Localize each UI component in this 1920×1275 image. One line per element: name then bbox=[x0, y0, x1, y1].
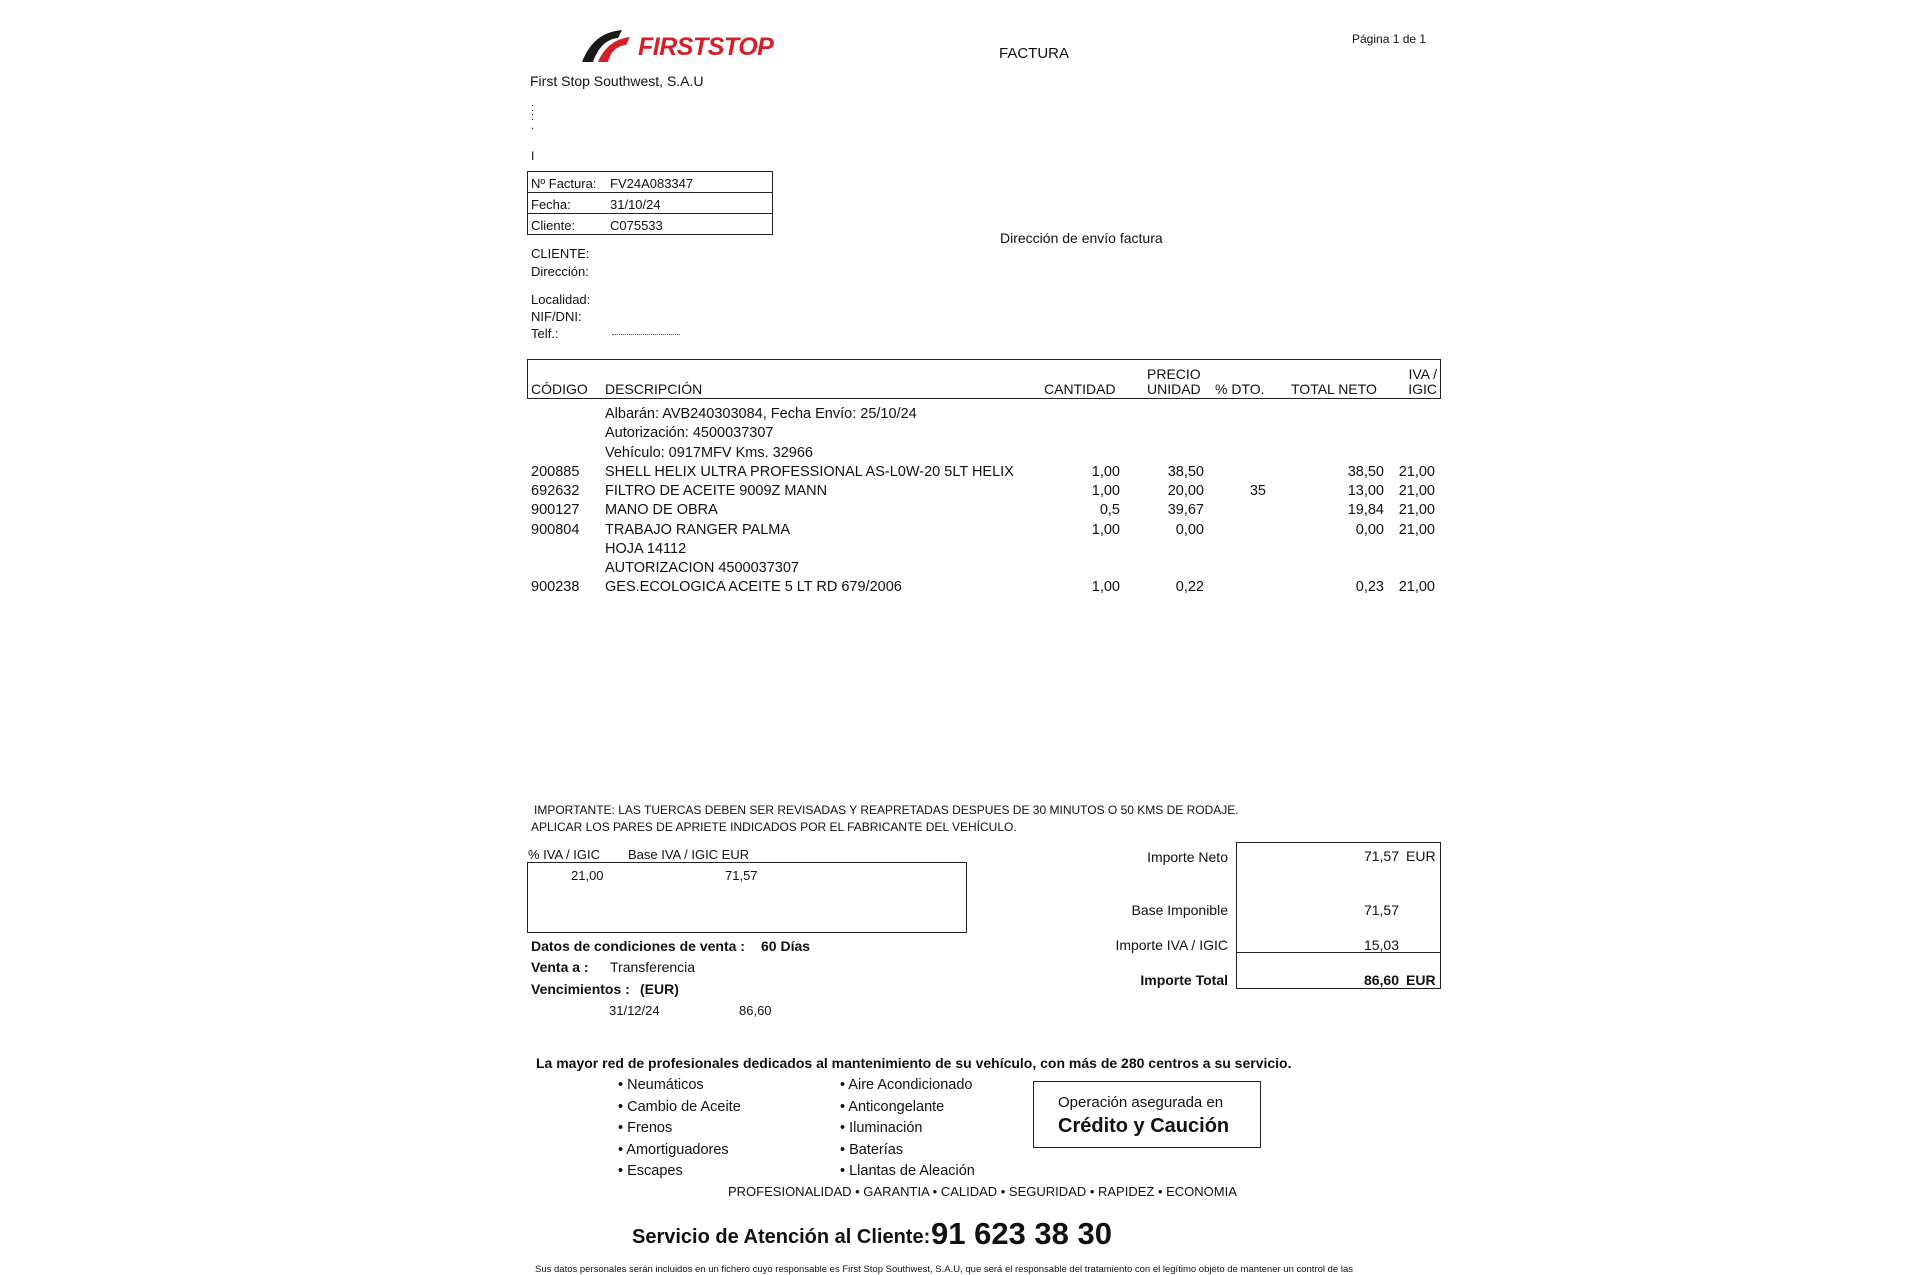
cell-code: 692632 bbox=[531, 483, 580, 499]
col-header-net-total: TOTAL NETO bbox=[1291, 381, 1377, 397]
cell-vat: 21,00 bbox=[1398, 579, 1435, 596]
table-row bbox=[0, 541, 1920, 560]
cell-unit-price: 39,67 bbox=[1167, 502, 1204, 519]
tax-pct-value: 21,00 bbox=[571, 868, 604, 883]
address-label: Dirección: bbox=[531, 264, 589, 279]
redacted-phone bbox=[612, 334, 680, 335]
cell-quantity: 1,00 bbox=[1091, 521, 1120, 538]
tax-id-label: NIF/DNI: bbox=[531, 309, 582, 324]
table-row bbox=[0, 560, 1920, 579]
cell-quantity: 0,5 bbox=[1099, 502, 1120, 519]
vat-amount-value: 15,03 bbox=[1363, 937, 1399, 953]
cell-net-total: 13,00 bbox=[1347, 483, 1384, 499]
cell-vat: 21,00 bbox=[1398, 483, 1435, 499]
divider bbox=[527, 192, 773, 193]
cell-description: MANO DE OBRA bbox=[605, 502, 718, 519]
cell-vat: 21,00 bbox=[1398, 463, 1435, 480]
invoice-client-value: C075533 bbox=[610, 218, 663, 233]
redacted-address-mark: I bbox=[531, 149, 535, 163]
cell-discount: 35 bbox=[1249, 483, 1266, 499]
payment-method-value: Transferencia bbox=[610, 959, 696, 975]
due-dates-label: Vencimientos : bbox=[531, 981, 630, 997]
privacy-notice: Sus datos personales serán incluidos en un fichero cuyo responsable es First Stop Southwest, S.A.U, que será el responsable del tratamiento con el legítimo objeto de mantener un control de las bbox=[535, 1264, 1353, 1275]
page-number: Página 1 de 1 bbox=[1352, 32, 1427, 46]
cell-code: 900127 bbox=[531, 502, 580, 519]
table-row bbox=[0, 579, 1920, 598]
net-amount-label: Importe Neto bbox=[1147, 849, 1228, 865]
customer-service-phone: 91 623 38 30 bbox=[931, 1216, 1113, 1251]
cell-unit-price: 0,22 bbox=[1175, 579, 1204, 596]
promo-headline: La mayor red de profesionales dedicados al mantenimiento de su vehículo, con más de 280 centros a su servicio. bbox=[536, 1055, 1292, 1071]
cell-description: Vehículo: 0917MFV Kms. 32966 bbox=[605, 444, 813, 461]
cell-vat: 21,00 bbox=[1398, 521, 1435, 538]
invoice-client-label: Cliente: bbox=[531, 218, 576, 233]
cell-description: AUTORIZACION 4500037307 bbox=[605, 560, 799, 576]
table-row bbox=[0, 425, 1920, 444]
service-item: • Cambio de Aceite bbox=[618, 1098, 741, 1115]
service-item: • Anticongelante bbox=[840, 1098, 945, 1115]
phone-label: Telf.: bbox=[531, 326, 559, 341]
table-row bbox=[0, 502, 1920, 521]
services-list-2 bbox=[840, 1075, 975, 1183]
net-amount-value: 71,57 bbox=[1363, 848, 1399, 864]
shipping-address-label: Dirección de envío factura bbox=[1000, 230, 1163, 246]
taxable-base-label: Base Imponible bbox=[1131, 902, 1228, 918]
cell-description: FILTRO DE ACEITE 9009Z MANN bbox=[605, 483, 828, 499]
sale-conditions-label: Datos de condiciones de venta : bbox=[531, 938, 745, 954]
service-item: • Escapes bbox=[618, 1163, 683, 1180]
service-item: • Baterías bbox=[840, 1141, 904, 1158]
cell-code: 900238 bbox=[531, 579, 580, 596]
due-date: 31/12/24 bbox=[609, 1003, 660, 1018]
cell-vat: 21,00 bbox=[1398, 502, 1435, 519]
table-row bbox=[0, 445, 1920, 464]
cell-description: Autorización: 4500037307 bbox=[605, 425, 774, 442]
col-header-discount: % DTO. bbox=[1215, 381, 1265, 397]
table-row bbox=[0, 483, 1920, 502]
taxable-base-value: 71,57 bbox=[1363, 902, 1399, 918]
cell-net-total: 0,00 bbox=[1355, 521, 1384, 538]
values-tagline: PROFESIONALIDAD • GARANTIA • CALIDAD • SEGURIDAD • RAPIDEZ • ECONOMIA bbox=[728, 1184, 1237, 1199]
total-amount-value: 86,60 bbox=[1363, 972, 1399, 988]
cell-net-total: 38,50 bbox=[1347, 463, 1384, 480]
col-header-quantity: CANTIDAD bbox=[1044, 381, 1116, 397]
service-item: • Llantas de Aleación bbox=[840, 1163, 975, 1180]
client-label: CLIENTE: bbox=[531, 246, 590, 261]
col-header-vat-2: IGIC bbox=[1408, 381, 1437, 397]
cell-description: TRABAJO RANGER PALMA bbox=[605, 521, 791, 538]
service-item: • Frenos bbox=[618, 1120, 673, 1137]
firststop-logo bbox=[580, 24, 780, 64]
table-row bbox=[0, 406, 1920, 425]
cell-unit-price: 0,00 bbox=[1175, 521, 1204, 538]
total-amount-label: Importe Total bbox=[1140, 972, 1228, 988]
tax-base-value: 71,57 bbox=[725, 868, 758, 883]
company-name: First Stop Southwest, S.A.U bbox=[530, 73, 704, 89]
payment-method-label: Venta a : bbox=[531, 959, 589, 975]
credit-insurance-line-1: Operación asegurada en bbox=[1058, 1094, 1224, 1111]
logo-swoosh-icon bbox=[580, 26, 640, 66]
cell-unit-price: 38,50 bbox=[1167, 463, 1204, 480]
invoice-date-value: 31/10/24 bbox=[610, 197, 661, 212]
cell-net-total: 19,84 bbox=[1347, 502, 1384, 519]
cell-quantity: 1,00 bbox=[1091, 483, 1120, 499]
customer-service-label: Servicio de Atención al Cliente: bbox=[632, 1226, 931, 1248]
city-label: Localidad: bbox=[531, 292, 591, 307]
services-list-1 bbox=[618, 1075, 741, 1183]
table-row bbox=[0, 464, 1920, 483]
col-header-price-2: UNIDAD bbox=[1147, 381, 1201, 397]
notice-line-1: IMPORTANTE: LAS TUERCAS DEBEN SER REVISADAS Y REAPRETADAS DESPUES DE 30 MINUTOS O 50 KMS DE RODAJE. bbox=[534, 803, 1239, 817]
tax-pct-header: % IVA / IGIC bbox=[528, 847, 601, 862]
net-amount-currency: EUR bbox=[1406, 848, 1436, 864]
table-row bbox=[0, 522, 1920, 541]
logo-wordmark: FIRSTSTOP bbox=[638, 33, 774, 61]
cell-code: 900804 bbox=[531, 521, 580, 538]
col-header-description: DESCRIPCIÓN bbox=[605, 381, 703, 397]
invoice-date-label: Fecha: bbox=[531, 197, 571, 212]
document-title: FACTURA bbox=[999, 45, 1070, 62]
vat-amount-label: Importe IVA / IGIC bbox=[1115, 937, 1228, 953]
invoice-number-label: Nº Factura: bbox=[531, 176, 597, 191]
credit-insurance-line-2: Crédito y Caución bbox=[1058, 1115, 1230, 1137]
service-item: • Neumáticos bbox=[618, 1077, 704, 1093]
cell-unit-price: 20,00 bbox=[1167, 483, 1204, 499]
invoice-number-value: FV24A083347 bbox=[610, 176, 694, 191]
cell-description: HOJA 14112 bbox=[605, 540, 687, 557]
cell-description: GES.ECOLOGICA ACEITE 5 LT RD 679/2006 bbox=[605, 579, 902, 596]
cell-description: SHELL HELIX ULTRA PROFESSIONAL AS-L0W-20 5LT HELIX bbox=[605, 463, 1014, 480]
service-item: • Aire Acondicionado bbox=[840, 1077, 973, 1093]
due-amount: 86,60 bbox=[739, 1003, 772, 1018]
cell-quantity: 1,00 bbox=[1091, 463, 1120, 480]
col-header-vat-1: IVA / bbox=[1408, 366, 1437, 382]
tax-base-header: Base IVA / IGIC EUR bbox=[628, 847, 750, 862]
cell-quantity: 1,00 bbox=[1091, 579, 1120, 596]
due-dates-currency: (EUR) bbox=[640, 981, 679, 997]
redacted-address-marks: : : . bbox=[531, 102, 535, 132]
col-header-price-1: PRECIO bbox=[1147, 366, 1201, 382]
total-amount-currency: EUR bbox=[1406, 972, 1436, 988]
cell-code: 200885 bbox=[531, 463, 580, 480]
cell-net-total: 0,23 bbox=[1355, 579, 1384, 596]
col-header-code: CÓDIGO bbox=[531, 381, 588, 397]
service-item: • Iluminación bbox=[840, 1120, 923, 1137]
divider bbox=[527, 213, 773, 214]
notice-line-2: APLICAR LOS PARES DE APRIETE INDICADOS POR EL FABRICANTE DEL VEHÍCULO. bbox=[531, 820, 1017, 834]
sale-conditions-value: 60 Días bbox=[761, 938, 811, 954]
cell-description: Albarán: AVB240303084, Fecha Envío: 25/10/24 bbox=[605, 406, 917, 422]
service-item: • Amortiguadores bbox=[618, 1141, 729, 1158]
